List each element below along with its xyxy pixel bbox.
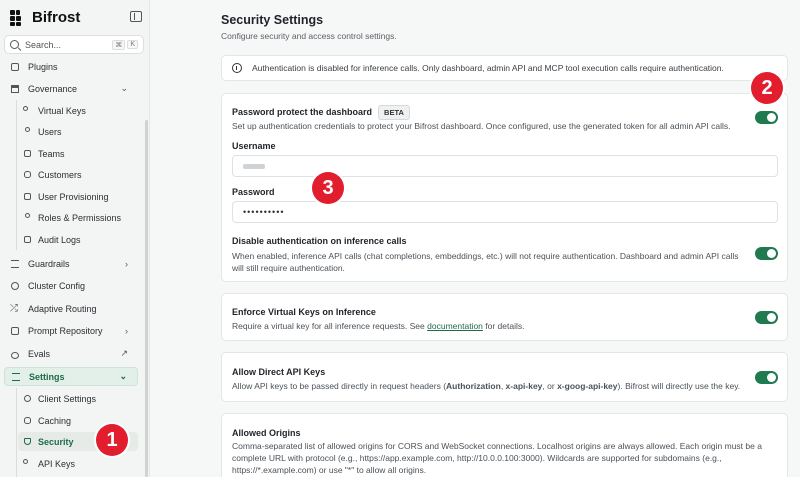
key-icon: [23, 106, 32, 115]
id-card-icon: [23, 192, 32, 201]
sidebar-item-label: Users: [38, 126, 62, 137]
password-protect-title-text: Password protect the dashboard: [232, 106, 373, 117]
chevron-down-icon: ⌄: [119, 371, 127, 381]
sidebar-item-label: Guardrails: [28, 258, 70, 269]
chevron-right-icon: ›: [125, 258, 128, 269]
username-field[interactable]: [232, 155, 778, 177]
password-protect-toggle[interactable]: [755, 111, 778, 124]
sidebar-item-label: Security: [38, 436, 74, 447]
folder-icon: [10, 326, 20, 336]
sidebar-item-label: Cluster Config: [28, 280, 86, 291]
user-shield-icon: [23, 213, 32, 222]
clipboard-icon: [23, 235, 32, 244]
annotation-marker-2: 2: [751, 72, 783, 104]
tree-line: [16, 100, 17, 250]
direct-keys-desc-2: ). Bifrost will directly use the key.: [617, 381, 741, 391]
chevron-down-icon: ⌄: [120, 83, 128, 93]
search-placeholder: Search...: [25, 39, 62, 50]
enforce-virtual-keys-card: [221, 293, 788, 341]
page-subtitle: Configure security and access control settings.: [221, 31, 397, 41]
password-label: Password: [232, 187, 275, 197]
sidebar-item-label: Teams: [38, 148, 65, 159]
header-x-api-key: x-api-key: [505, 381, 543, 391]
user-icon: [23, 127, 32, 136]
sidebar-item-label: Customers: [38, 169, 82, 180]
allowed-origins-title: Allowed Origins: [232, 428, 301, 438]
enforce-vk-toggle[interactable]: [755, 311, 778, 324]
sidebar: [0, 0, 150, 477]
sidebar-item-label: Prompt Repository: [28, 325, 103, 336]
disable-inference-toggle[interactable]: [755, 247, 778, 260]
building-icon: [23, 149, 32, 158]
sidebar-item-governance[interactable]: [4, 79, 138, 98]
database-icon: [23, 170, 32, 179]
bank-icon: [10, 84, 20, 94]
annotation-marker-3: 3: [312, 172, 344, 204]
page-title: Security Settings: [221, 13, 324, 27]
sidebar-item-customers[interactable]: [18, 165, 138, 184]
enforce-vk-desc-after: for details.: [482, 321, 525, 331]
password-protect-title: [232, 105, 410, 120]
shortcut-key: K: [127, 40, 138, 49]
direct-keys-title: Allow Direct API Keys: [232, 367, 326, 377]
sidebar-collapse-icon[interactable]: [130, 11, 142, 22]
disable-inference-title: Disable authentication on inference calls: [232, 236, 407, 246]
header-authorization: Authorization: [446, 381, 501, 391]
sidebar-item-label: Adaptive Routing: [28, 303, 97, 314]
direct-keys-desc-1: Allow API keys to be passed directly in request headers (: [232, 381, 447, 391]
gear-icon: [23, 394, 32, 403]
main-content: [150, 0, 800, 477]
bifrost-logo-icon: [10, 10, 26, 26]
guardrails-icon: [10, 259, 20, 269]
sidebar-item-guardrails[interactable]: [4, 254, 138, 273]
sidebar-item-label: User Provisioning: [38, 191, 109, 202]
password-protect-description: Set up authentication credentials to protect your Bifrost dashboard. Once configured, use the generated token for all admin API calls.: [232, 121, 731, 131]
sidebar-item-prompt-repository[interactable]: [4, 321, 138, 340]
sidebar-item-teams[interactable]: [18, 144, 138, 163]
brand[interactable]: [10, 9, 80, 26]
beta-badge: BETA: [378, 105, 410, 120]
sidebar-item-api-keys[interactable]: [18, 454, 138, 473]
sidebar-item-roles-permissions[interactable]: [18, 208, 138, 227]
info-banner: [221, 55, 788, 81]
password-protect-card: [221, 93, 788, 282]
allowed-origins-description: [232, 440, 762, 476]
sidebar-item-label: Evals: [28, 348, 51, 359]
username-label: Username: [232, 141, 276, 151]
sliders-icon: [11, 372, 21, 382]
sidebar-item-plugins[interactable]: [4, 57, 138, 76]
enforce-vk-desc-before: Require a virtual key for all inference requests. See: [232, 321, 428, 331]
disable-inference-desc-line-1: When enabled, inference API calls (chat completions, embeddings, etc.) will not require authentication. Dashboard and admin API calls: [232, 251, 739, 261]
shortcut-mod: ⌘: [112, 40, 125, 50]
allowed-origins-card: [221, 413, 788, 477]
sidebar-item-label: Client Settings: [38, 393, 97, 404]
key-icon: [23, 459, 32, 468]
direct-keys-description: [232, 380, 740, 392]
annotation-marker-1: 1: [96, 424, 128, 456]
sidebar-item-user-provisioning[interactable]: [18, 187, 138, 206]
direct-api-keys-card: [221, 352, 788, 402]
sidebar-item-label: Roles & Permissions: [38, 212, 122, 223]
sidebar-item-users[interactable]: [18, 122, 138, 141]
direct-keys-sep-1: ,: [500, 381, 506, 391]
username-redacted: [243, 164, 265, 169]
disable-inference-description: [232, 250, 739, 274]
sidebar-item-cluster-config[interactable]: [4, 276, 138, 295]
disable-inference-desc-line-2: will still require authentication.: [232, 263, 345, 273]
cluster-icon: [10, 281, 20, 291]
shield-icon: [23, 437, 32, 446]
sidebar-item-label: Settings: [29, 371, 65, 382]
password-field[interactable]: [232, 201, 778, 223]
enforce-vk-title: Enforce Virtual Keys on Inference: [232, 307, 376, 317]
puzzle-icon: [10, 62, 20, 72]
info-banner-text: Authentication is disabled for inference calls. Only dashboard, admin API and MCP tool execution calls require authentication.: [252, 63, 724, 73]
external-link-icon: ↗: [120, 348, 128, 358]
sidebar-item-label: Plugins: [28, 61, 58, 72]
sidebar-item-label: Caching: [38, 415, 72, 426]
allowed-origins-desc-line-2: complete URL with protocol (e.g., https://app.example.com, http://10.0.0.100:3000). Wildcards are supported for subdomains (e.g.,: [232, 453, 722, 463]
allowed-origins-desc-line-1: Comma-separated list of allowed origins for CORS and WebSocket connections. Localhost origins are always allowed. Each origin must be a: [232, 441, 762, 451]
sidebar-item-label: Audit Logs: [38, 234, 81, 245]
info-icon: [232, 63, 242, 73]
documentation-link[interactable]: documentation: [427, 321, 483, 331]
sidebar-item-adaptive-routing[interactable]: [4, 299, 138, 318]
brand-name: Bifrost: [32, 9, 81, 26]
sidebar-item-settings[interactable]: [4, 367, 138, 386]
sidebar-item-label: Virtual Keys: [38, 105, 86, 116]
password-value: ••••••••••: [243, 207, 285, 217]
shuffle-icon: ⤮: [10, 302, 18, 314]
sidebar-item-audit-logs[interactable]: [18, 230, 138, 249]
chevron-right-icon: ›: [125, 325, 128, 336]
sidebar-scrollbar[interactable]: [145, 120, 148, 477]
header-x-goog-api-key: x-goog-api-key: [557, 381, 618, 391]
tree-line: [16, 388, 17, 477]
direct-keys-sep-2: , or: [542, 381, 558, 391]
sidebar-item-client-settings[interactable]: [18, 389, 138, 408]
sidebar-item-virtual-keys[interactable]: [18, 101, 138, 120]
sidebar-item-label: API Keys: [38, 458, 76, 469]
sidebar-item-label: Governance: [28, 83, 78, 94]
enforce-vk-description: [232, 320, 524, 332]
cache-icon: [23, 416, 32, 425]
flask-icon: [10, 349, 20, 359]
search-icon: [10, 40, 19, 49]
direct-keys-toggle[interactable]: [755, 371, 778, 384]
allowed-origins-desc-line-3: https://*.example.com) or use "*" to allow all origins.: [232, 465, 427, 475]
sidebar-item-evals[interactable]: [4, 344, 138, 363]
search-input[interactable]: [4, 35, 144, 54]
